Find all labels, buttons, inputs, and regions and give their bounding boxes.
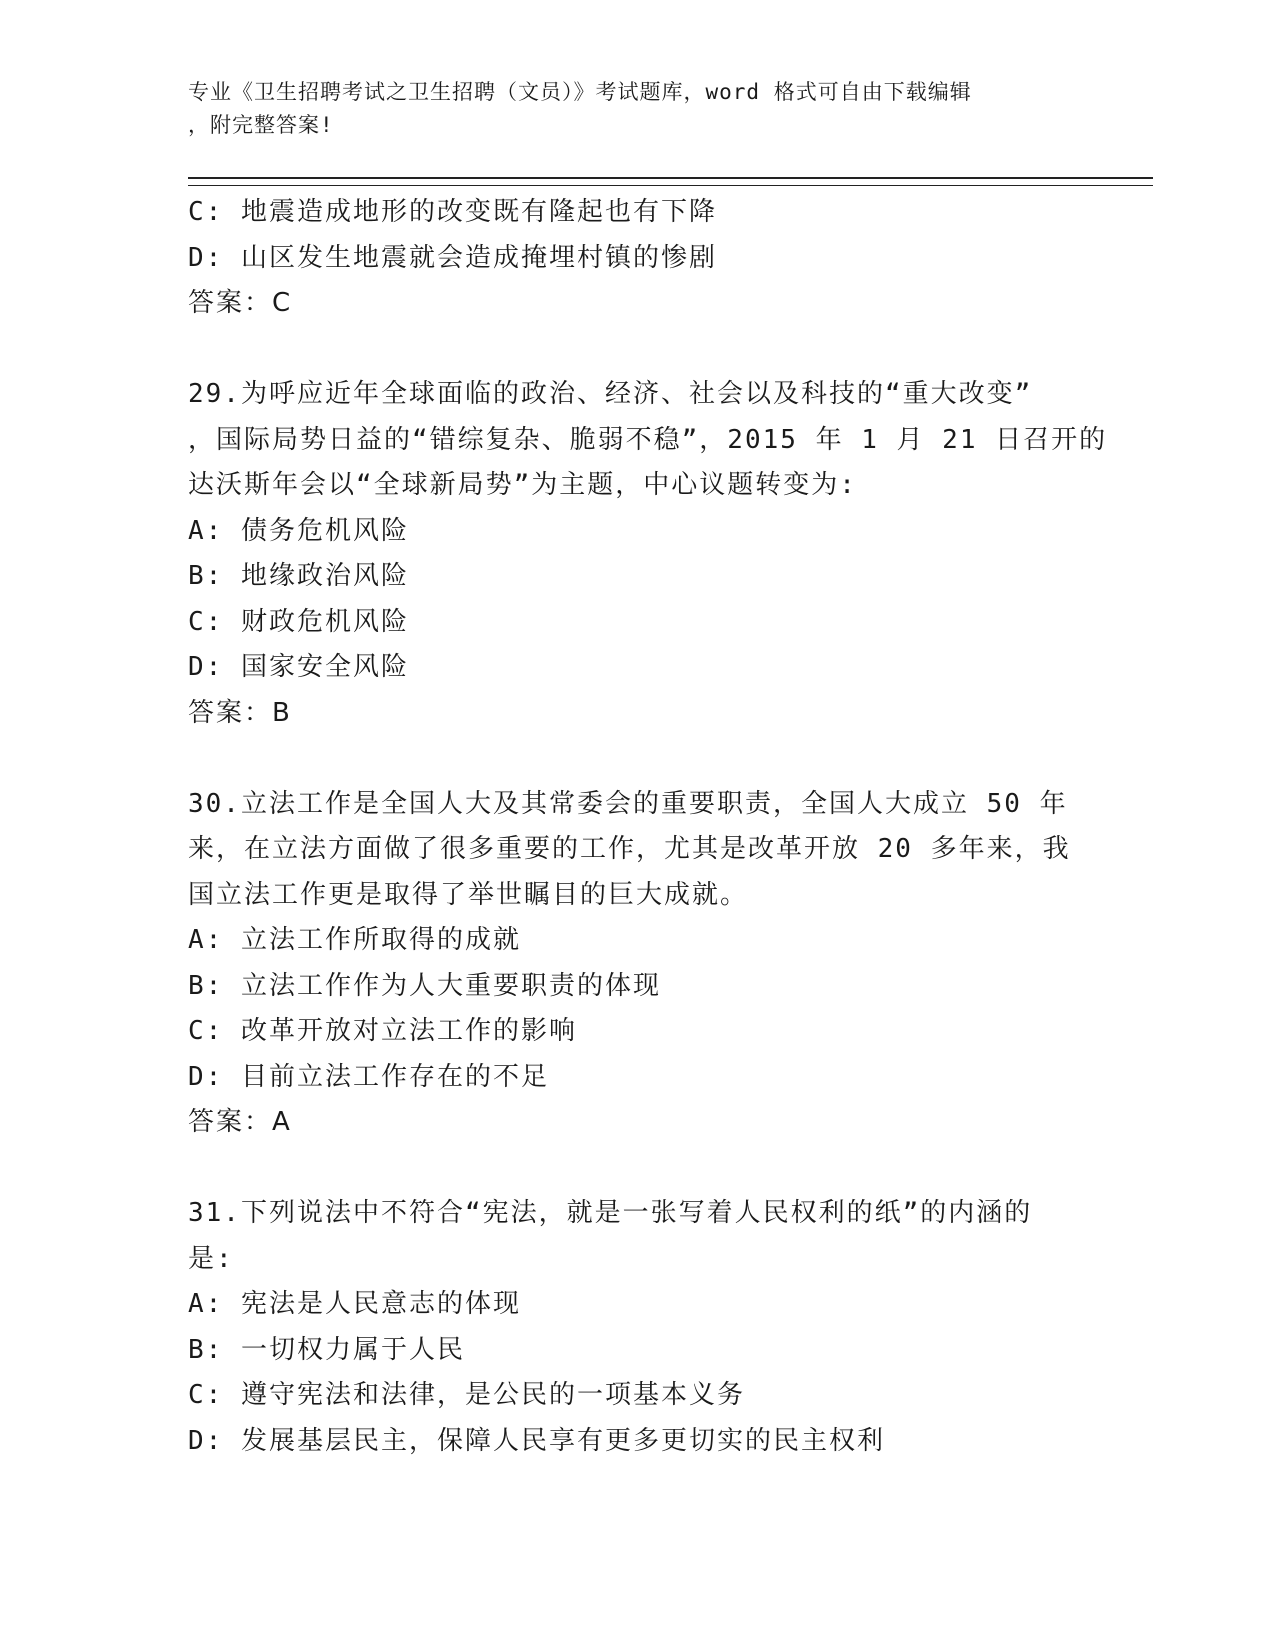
question-text: 31.下列说法中不符合“宪法，就是一张写着人民权利的纸”的内涵的 bbox=[188, 1198, 1033, 1228]
document-header bbox=[188, 76, 1088, 142]
option-d: D: 国家安全风险 bbox=[188, 652, 409, 682]
spacer bbox=[188, 1146, 1088, 1192]
option-b: B: 地缘政治风险 bbox=[188, 561, 409, 591]
option-c: C: 地震造成地形的改变既有隆起也有下降 bbox=[188, 197, 717, 227]
option-c: C: 财政危机风险 bbox=[188, 606, 409, 637]
option-a: A: 债务危机风险 bbox=[188, 515, 409, 546]
question-list bbox=[188, 190, 1108, 1464]
answer-line: 答案：A bbox=[188, 1107, 292, 1137]
question-text: ，国际局势日益的“错综复杂、脆弱不稳”，2015 年 1 月 21 日召开的 bbox=[188, 424, 1108, 455]
header-divider bbox=[188, 177, 1153, 186]
question-text: 国立法工作更是取得了举世瞩目的巨大成就。 bbox=[188, 879, 749, 910]
option-d: D: 发展基层民主，保障人民享有更多更切实的民主权利 bbox=[188, 1425, 885, 1456]
question-28-tail bbox=[188, 190, 1088, 327]
question-30 bbox=[188, 782, 1088, 1146]
option-c: C: 改革开放对立法工作的影响 bbox=[188, 1016, 577, 1046]
question-31 bbox=[188, 1191, 1088, 1464]
question-text: 是: bbox=[188, 1243, 234, 1274]
option-a: A: 宪法是人民意志的体现 bbox=[188, 1289, 521, 1319]
spacer bbox=[188, 736, 1088, 782]
option-a: A: 立法工作所取得的成就 bbox=[188, 925, 521, 955]
spacer bbox=[188, 327, 1088, 373]
option-b: B: 一切权力属于人民 bbox=[188, 1334, 465, 1365]
question-29 bbox=[188, 372, 1108, 736]
answer-line: 答案：C bbox=[188, 288, 293, 318]
header-title-line-1: 专业《卫生招聘考试之卫生招聘（文员）》考试题库，word 格式可自由下载编辑 bbox=[188, 80, 972, 104]
question-text: 30.立法工作是全国人大及其常委会的重要职责，全国人大成立 50 年 bbox=[188, 788, 1068, 819]
question-text: 29.为呼应近年全球面临的政治、经济、社会以及科技的“重大改变” bbox=[188, 379, 1033, 409]
option-d: D: 山区发生地震就会造成掩埋村镇的惨剧 bbox=[188, 242, 717, 273]
header-title-line-2: ，附完整答案! bbox=[188, 113, 334, 137]
question-text: 达沃斯年会以“全球新局势”为主题，中心议题转变为: bbox=[188, 470, 857, 500]
option-c: C: 遵守宪法和法律，是公民的一项基本义务 bbox=[188, 1380, 745, 1410]
question-text: 来，在立法方面做了很多重要的工作，尤其是改革开放 20 多年来，我 bbox=[188, 834, 1071, 864]
option-b: B: 立法工作作为人大重要职责的体现 bbox=[188, 970, 661, 1001]
option-d: D: 目前立法工作存在的不足 bbox=[188, 1061, 549, 1092]
answer-line: 答案：B bbox=[188, 697, 292, 728]
